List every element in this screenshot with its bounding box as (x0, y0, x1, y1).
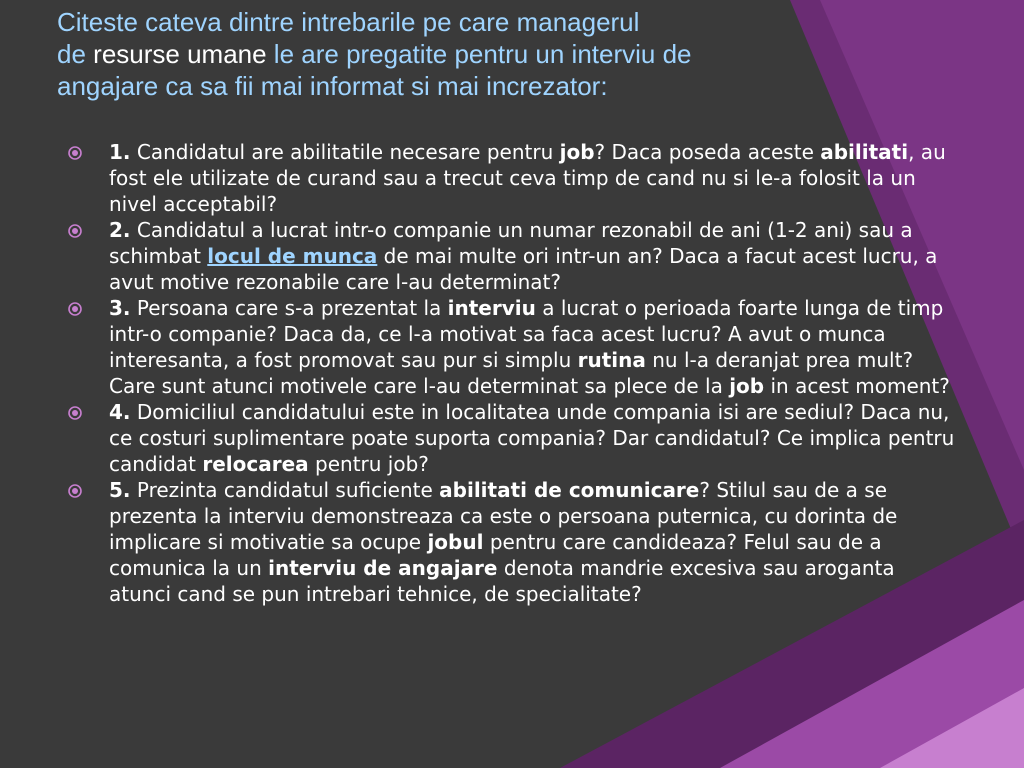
keyword-abilitati-de-comunicare: abilitati de comunicare (439, 478, 700, 502)
target-circle-icon (68, 302, 82, 316)
keyword-job: job (729, 374, 765, 398)
item-text: , au fost ele utilizate de curand sau a trecut ceva timp de cand nu si le-a folosit la un nivel acceptabil? (109, 140, 946, 216)
target-circle-icon (68, 406, 82, 420)
keyword-abilitati: abilitati (820, 140, 909, 164)
title-line-1: Citeste cateva dintre intrebarile pe care managerul (57, 7, 640, 37)
item-number: 2. (109, 218, 131, 242)
keyword-jobul: jobul (427, 530, 484, 554)
list-item-4 (68, 399, 958, 477)
item-text: Domiciliul candidatului este in localitatea unde compania isi are sediul? Daca nu, ce costuri suplimentare poate suporta compania? Dar candidatul? Ce implica pentru candidat (109, 400, 955, 476)
title-line-2-suffix: le are pregatite pentru un interviu de (266, 39, 692, 69)
list-item-1 (68, 139, 958, 217)
slide-title (57, 6, 937, 102)
item-number: 5. (109, 478, 131, 502)
item-text: Candidatul a lucrat intr-o companie un numar rezonabil de ani (1-2 ani) sau a schimbat (109, 218, 913, 268)
item-text: pentru job? (308, 452, 429, 476)
item-text: ? Stilul sau de a se prezenta la interviu demonstreaza ca este o persoana puternica, cu dorinta de implicare si motivatie sa ocupe (109, 478, 898, 554)
item-text: Persoana care s-a prezentat la (130, 296, 448, 320)
item-number: 3. (109, 296, 131, 320)
item-text: de mai multe ori intr-un an? Daca a facut acest lucru, a avut motive rezonabile care l-au determinat? (109, 244, 938, 294)
keyword-job: job (559, 140, 595, 164)
item-text: in acest moment? (764, 374, 950, 398)
item-text: Candidatul are abilitatile necesare pentru (130, 140, 560, 164)
title-highlight: resurse umane (93, 39, 267, 69)
list-item-5 (68, 477, 958, 607)
target-circle-icon (68, 484, 82, 498)
list-item-3 (68, 295, 958, 399)
item-text: a lucrat o perioada foarte lunga de timp intr-o companie? Daca da, ce l-a motivat sa faca acest lucru? A avut o munca interesanta, a fost promovat sau pur si simplu (109, 296, 944, 372)
item-text: nu l-a deranjat prea mult? Care sunt atunci motivele care l-au determinat sa plece de la (109, 348, 914, 398)
item-text: ? Daca poseda aceste (594, 140, 821, 164)
link-locul-de-munca[interactable]: locul de munca (207, 244, 378, 268)
target-circle-icon (68, 224, 82, 238)
title-line-3: angajare ca sa fii mai informat si mai increzator: (57, 71, 608, 101)
question-list (68, 139, 958, 607)
list-item-2 (68, 217, 958, 295)
keyword-relocarea: relocarea (202, 452, 309, 476)
title-line-2-prefix: de (57, 39, 94, 69)
item-number: 1. (109, 140, 131, 164)
item-text: Prezinta candidatul suficiente (130, 478, 440, 502)
item-text: pentru care candideaza? Felul sau de a comunica la un (109, 530, 882, 580)
target-circle-icon (68, 146, 82, 160)
item-text: denota mandrie excesiva sau aroganta atunci cand se pun intrebari tehnice, de specialitate? (109, 556, 895, 606)
item-number: 4. (109, 400, 131, 424)
keyword-interviu: interviu (447, 296, 536, 320)
keyword-interviu-de-angajare: interviu de angajare (268, 556, 498, 580)
keyword-rutina: rutina (577, 348, 646, 372)
